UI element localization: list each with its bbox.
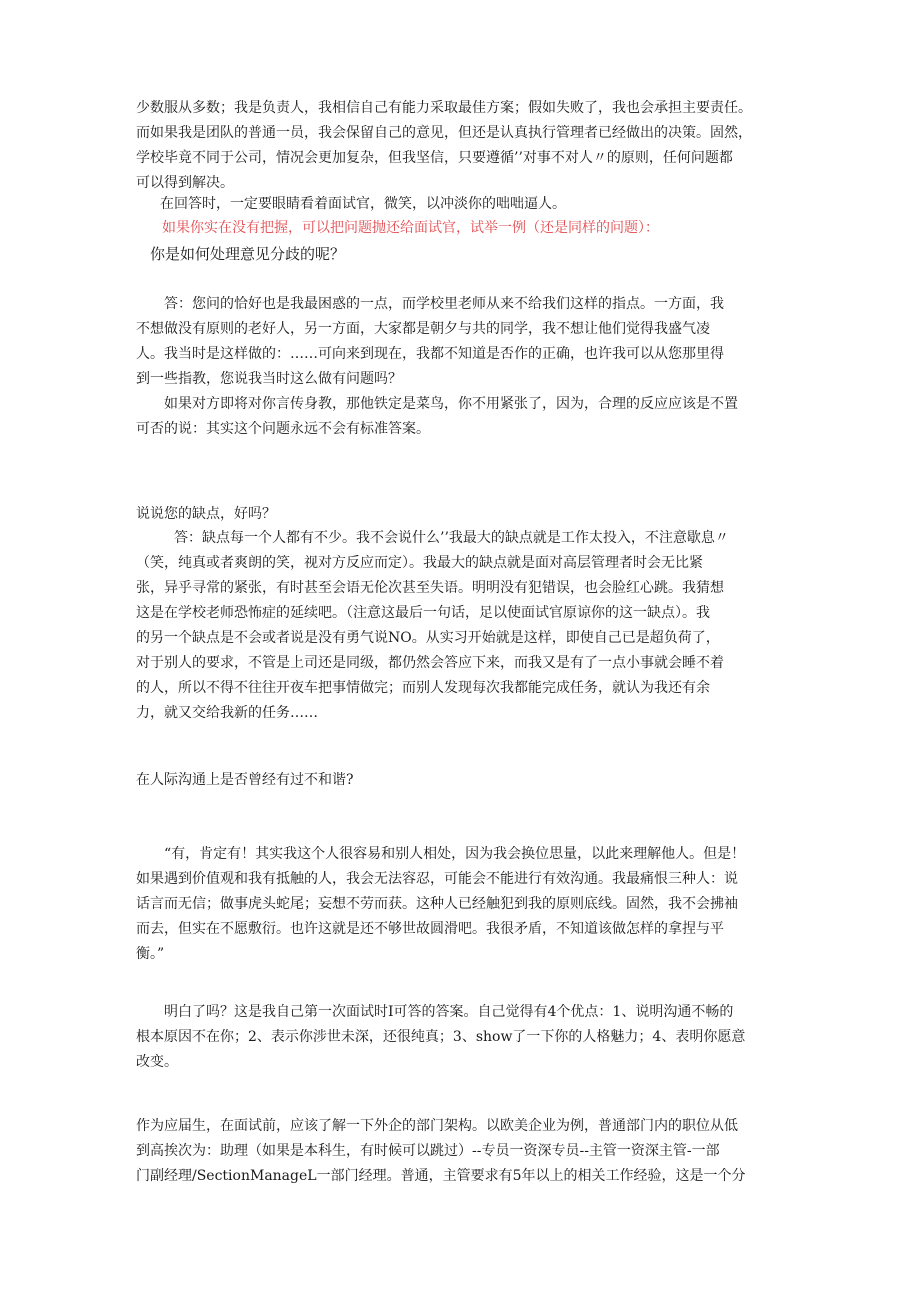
text-line: 答：缺点每一个人都有不少。我不会说什么’’我最大的缺点就是工作太投入，不注意歇息〃 [174,530,729,546]
paragraph-decision [136,96,798,196]
text-line: 如果遇到价值观和我有抵触的人，我会无法容忍，可能会不能进行有效沟通。我最痛恨三种人：说 [136,871,738,887]
text-line: 的另一个缺点是不会或者说是没有勇气说NO。从实习开始就是这样，即使自己已是超负荷了， [136,630,720,646]
answer-disagreement [136,292,798,442]
text-line: 学校毕竟不同于公司，情况会更加复杂，但我坚信，只要遵循’’对事不对人〃的原则，任何问题都 [136,150,733,166]
text-line: 根本原因不在你；2、表示你涉世未深，还很纯真；3、show了一下你的人格魅力；4、表明你愿意 [136,1029,746,1045]
text-line: 作为应届生，在面试前，应该了解一下外企的部门架构。以欧美企业为例，普通部门内的职位从低 [136,1118,738,1134]
text-line: 不想做没有原则的老好人，另一方面，大家都是朝夕与共的同学，我不想让他们觉得我盛气凌 [136,321,710,337]
text-line: 力，就又交给我新的任务…… [136,705,318,721]
paragraph-eye-contact [136,192,798,217]
text-line: 衡。” [136,946,165,962]
question-disagreement [136,242,798,267]
text-line: 可以得到解决。 [136,175,234,191]
text-line: 如果对方即将对你言传身教，那他铁定是菜鸟，你不用紧张了，因为，合理的反应应该是不置 [164,396,738,412]
text-line: 人。我当时是这样做的：……可向来到现在，我都不知道是否作的正确，也许我可以从您那里得 [136,346,724,362]
question-communication [136,768,798,793]
answer-communication [136,842,798,967]
answer-weakness [136,526,798,726]
paragraph-explanation [136,1000,798,1075]
text-line: 明白了吗？这是我自己第一次面试时I可答的答案。自己觉得有4个优点：1、说明沟通不畅的 [164,1004,734,1020]
text-line: 答：您问的恰好也是我最困惑的一点，而学校里老师从来不给我们这样的指点。一方面，我 [164,296,724,312]
text-line: 的人，所以不得不往往开夜车把事情做完；而别人发现每次我都能完成任务，就认为我还有余 [136,680,710,696]
text-line: 对于别人的要求，不管是上司还是同级，都仍然会答应下来，而我又是有了一点小事就会睡不着 [136,655,724,671]
question-title: 你是如何处理意见分歧的呢？ [150,245,346,263]
text-line: “有，肯定有！其实我这个人很容易和别人相处，因为我会换位思量，以此来理解他人。但是！ [164,846,746,862]
text-line: 门副经理/SectionManageL一部门经理。普通，主管要求有5年以上的相关工作经验，这是一个分 [136,1168,746,1184]
text-line: 话言而无信；做事虎头蛇尾；妄想不劳而获。这种人已经触犯到我的原则底线。固然，我不会拂袖 [136,896,738,912]
text-line: 而去，但实在不愿敷衍。也许这就是还不够世故圆滑吧。我很矛盾，不知道该做怎样的拿捏与平 [136,921,724,937]
text-line: 少数服从多数；我是负责人，我相信自己有能力采取最佳方案；假如失败了，我也会承担主要责任。 [136,100,752,116]
question-weakness [136,502,798,527]
text-line: （笑，纯真或者爽朗的笑，视对方反应而定）。我最大的缺点就是面对高层管理者时会无比紧 [136,555,703,571]
text-line: 张，异乎寻常的紧张，有时甚至会语无伦次甚至失语。明明没有犯错误，也会脸红心跳。我猜想 [136,580,724,596]
question-title: 说说您的缺点，好吗？ [136,506,276,522]
text-line: 在回答时，一定要眼睛看着面试官，微笑，以冲淡你的咄咄逼人。 [160,196,566,212]
text-line: 到高挨次为：助理（如果是本科生，有时候可以跳过）--专员一资深专员--主管一资深主管-一部 [136,1143,720,1159]
text-line: 如果你实在没有把握，可以把问题抛还给面试官，试举一例（还是同样的问题）： [162,220,659,236]
paragraph-red-tip [136,216,798,241]
question-title: 在人际沟通上是否曾经有过不和谐? [136,772,354,788]
text-line: 可否的说：其实这个问题永远不会有标准答案。 [136,421,430,437]
text-line: 改变。 [136,1054,178,1070]
text-line: 而如果我是团队的普通一员，我会保留自己的意见，但还是认真执行管理者已经做出的决策。固然， [136,125,752,141]
text-line: 这是在学校老师恐怖症的延续吧。（注意这最后一句话，足以使面试官原谅你的这一缺点）。我 [136,605,710,621]
text-line: 到一些指教，您说我当时这么做有问题吗？ [136,371,402,387]
paragraph-org-structure [136,1114,798,1189]
